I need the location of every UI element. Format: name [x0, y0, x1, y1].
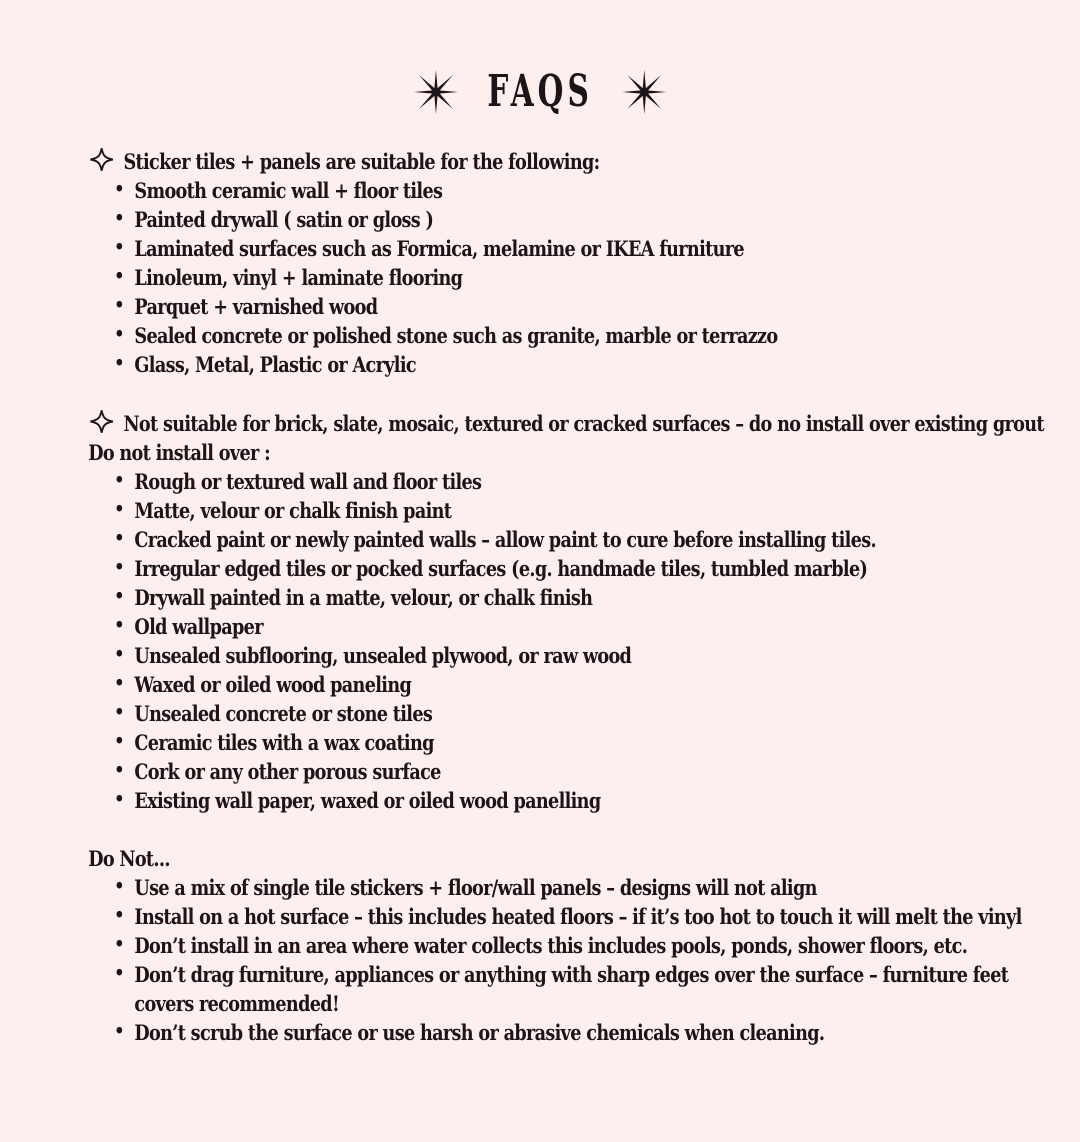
section-heading: Do Not... — [88, 846, 170, 871]
list-item: • Ceramic tiles with a wax coating — [134, 728, 1070, 757]
list-item: • Don’t scrub the surface or use harsh or abrasive chemicals when cleaning. — [134, 1018, 1070, 1047]
section-subheading: Do not install over : — [88, 440, 270, 465]
list-item: • Parquet + varnished wood — [134, 292, 1070, 321]
list-item: • Existing wall paper, waxed or oiled wood panelling — [134, 786, 1070, 815]
sparkle-icon — [620, 67, 670, 117]
section-heading-row — [88, 408, 1070, 438]
section-do-not — [88, 844, 1070, 1047]
section-not-suitable — [88, 408, 1070, 815]
section-suitable-surfaces — [88, 146, 1070, 379]
section-heading: Sticker tiles + panels are suitable for the following: — [123, 149, 600, 174]
list-item: • Smooth ceramic wall + floor tiles — [134, 176, 1070, 205]
list-item: • Unsealed subflooring, unsealed plywood, or raw wood — [134, 641, 1070, 670]
section-heading: Not suitable for brick, slate, mosaic, textured or cracked surfaces – do no install over existing grout — [123, 411, 1044, 436]
do-not-list — [88, 873, 1070, 1047]
list-item: • Old wallpaper — [134, 612, 1070, 641]
four-pointed-star-icon — [88, 408, 115, 435]
faq-page — [0, 62, 1080, 1142]
list-item: • Sealed concrete or polished stone such as granite, marble or terrazzo — [134, 321, 1070, 350]
sparkle-icon — [411, 67, 461, 117]
section-heading-row — [88, 844, 1070, 873]
list-item: • Rough or textured wall and floor tiles — [134, 467, 1070, 496]
list-item: • Linoleum, vinyl + laminate flooring — [134, 263, 1070, 292]
list-item: • Laminated surfaces such as Formica, melamine or IKEA furniture — [134, 234, 1070, 263]
list-item: • Don’t drag furniture, appliances or anything with sharp edges over the surface – furniture feet covers recommended! — [134, 960, 1070, 1018]
section-heading-row — [88, 146, 1070, 176]
suitable-surfaces-list — [88, 176, 1070, 379]
list-item: • Install on a hot surface – this includes heated floors – if it’s too hot to touch it will melt the vinyl — [134, 902, 1070, 931]
list-item: • Painted drywall ( satin or gloss ) — [134, 205, 1070, 234]
list-item: • Don’t install in an area where water collects this includes pools, ponds, shower floors, etc. — [134, 931, 1070, 960]
not-suitable-list — [88, 467, 1070, 815]
list-item: • Unsealed concrete or stone tiles — [134, 699, 1070, 728]
list-item: • Irregular edged tiles or pocked surfaces (e.g. handmade tiles, tumbled marble) — [134, 554, 1070, 583]
list-item: • Matte, velour or chalk finish paint — [134, 496, 1070, 525]
list-item: • Use a mix of single tile stickers + floor/wall panels – designs will not align — [134, 873, 1070, 902]
list-item: • Drywall painted in a matte, velour, or chalk finish — [134, 583, 1070, 612]
list-item: • Waxed or oiled wood paneling — [134, 670, 1070, 699]
list-item: • Cracked paint or newly painted walls – allow paint to cure before installing tiles. — [134, 525, 1070, 554]
page-header — [108, 62, 972, 122]
list-item: • Glass, Metal, Plastic or Acrylic — [134, 350, 1070, 379]
list-item: • Cork or any other porous surface — [134, 757, 1070, 786]
four-pointed-star-icon — [88, 146, 115, 173]
page-title: FAQS — [487, 66, 593, 117]
